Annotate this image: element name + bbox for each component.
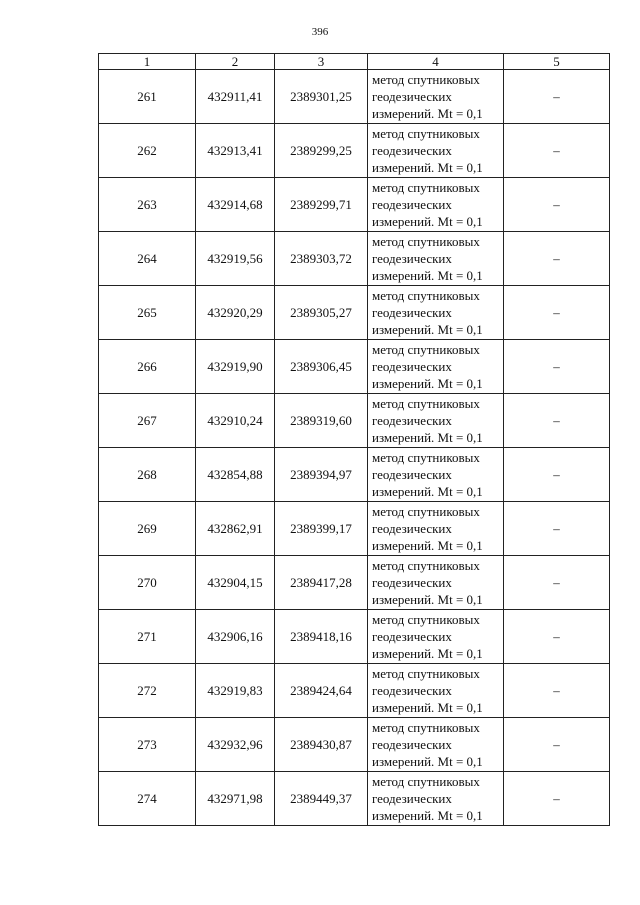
method-line: геодезических (372, 413, 452, 428)
method-line: метод спутниковых (372, 612, 480, 627)
method-cell (368, 286, 504, 340)
method-line: геодезических (372, 143, 452, 158)
method-cell (368, 718, 504, 772)
method-line: измерений. Mt = 0,1 (372, 376, 483, 391)
table-body (99, 70, 610, 826)
coordinate-x-cell: 432906,16 (196, 610, 275, 664)
method-line: метод спутниковых (372, 126, 480, 141)
table-row (99, 502, 610, 556)
coordinate-x-cell: 432920,29 (196, 286, 275, 340)
method-cell (368, 70, 504, 124)
note-cell: – (504, 448, 610, 502)
coordinate-y-cell: 2389299,71 (275, 178, 368, 232)
method-cell (368, 448, 504, 502)
method-cell (368, 124, 504, 178)
note-cell: – (504, 556, 610, 610)
note-cell: – (504, 502, 610, 556)
table-row (99, 718, 610, 772)
method-line: измерений. Mt = 0,1 (372, 106, 483, 121)
coordinate-y-cell: 2389399,17 (275, 502, 368, 556)
point-number-cell: 263 (99, 178, 196, 232)
method-line: измерений. Mt = 0,1 (372, 700, 483, 715)
coordinate-y-cell: 2389303,72 (275, 232, 368, 286)
method-line: геодезических (372, 467, 452, 482)
point-number-cell: 266 (99, 340, 196, 394)
method-line: метод спутниковых (372, 504, 480, 519)
method-line: геодезических (372, 89, 452, 104)
method-line: измерений. Mt = 0,1 (372, 484, 483, 499)
method-line: геодезических (372, 251, 452, 266)
coordinates-table (98, 53, 610, 826)
table-row (99, 664, 610, 718)
point-number-cell: 262 (99, 124, 196, 178)
method-line: метод спутниковых (372, 342, 480, 357)
header-col-5: 5 (504, 54, 610, 70)
method-cell (368, 178, 504, 232)
table-row (99, 286, 610, 340)
method-line: метод спутниковых (372, 774, 480, 789)
table-row (99, 340, 610, 394)
header-col-3: 3 (275, 54, 368, 70)
coordinate-y-cell: 2389418,16 (275, 610, 368, 664)
point-number-cell: 267 (99, 394, 196, 448)
method-cell (368, 502, 504, 556)
header-row (99, 54, 610, 70)
method-cell (368, 556, 504, 610)
point-number-cell: 270 (99, 556, 196, 610)
method-line: метод спутниковых (372, 288, 480, 303)
point-number-cell: 271 (99, 610, 196, 664)
method-line: геодезических (372, 359, 452, 374)
coordinate-x-cell: 432913,41 (196, 124, 275, 178)
table-row (99, 556, 610, 610)
method-line: метод спутниковых (372, 396, 480, 411)
point-number-cell: 274 (99, 772, 196, 826)
method-line: измерений. Mt = 0,1 (372, 214, 483, 229)
table-row (99, 448, 610, 502)
method-line: метод спутниковых (372, 234, 480, 249)
header-col-2: 2 (196, 54, 275, 70)
table-row (99, 70, 610, 124)
method-line: измерений. Mt = 0,1 (372, 268, 483, 283)
method-line: метод спутниковых (372, 666, 480, 681)
method-line: метод спутниковых (372, 450, 480, 465)
note-cell: – (504, 124, 610, 178)
coordinate-y-cell: 2389305,27 (275, 286, 368, 340)
method-line: измерений. Mt = 0,1 (372, 538, 483, 553)
table-row (99, 232, 610, 286)
coordinate-x-cell: 432919,56 (196, 232, 275, 286)
method-cell (368, 232, 504, 286)
coordinate-x-cell: 432914,68 (196, 178, 275, 232)
method-cell (368, 610, 504, 664)
coordinate-x-cell: 432904,15 (196, 556, 275, 610)
table-row (99, 610, 610, 664)
method-line: метод спутниковых (372, 558, 480, 573)
method-line: метод спутниковых (372, 72, 480, 87)
table-row (99, 772, 610, 826)
method-line: измерений. Mt = 0,1 (372, 808, 483, 823)
method-cell (368, 394, 504, 448)
point-number-cell: 261 (99, 70, 196, 124)
table-row (99, 394, 610, 448)
point-number-cell: 273 (99, 718, 196, 772)
coordinate-y-cell: 2389301,25 (275, 70, 368, 124)
method-line: измерений. Mt = 0,1 (372, 430, 483, 445)
method-line: геодезических (372, 791, 452, 806)
method-line: геодезических (372, 575, 452, 590)
method-line: геодезических (372, 737, 452, 752)
page-number: 396 (311, 26, 329, 38)
method-line: измерений. Mt = 0,1 (372, 592, 483, 607)
note-cell: – (504, 70, 610, 124)
coordinate-y-cell: 2389417,28 (275, 556, 368, 610)
method-line: измерений. Mt = 0,1 (372, 754, 483, 769)
method-line: измерений. Mt = 0,1 (372, 160, 483, 175)
note-cell: – (504, 664, 610, 718)
coordinate-x-cell: 432919,90 (196, 340, 275, 394)
table-row (99, 178, 610, 232)
note-cell: – (504, 718, 610, 772)
method-line: метод спутниковых (372, 720, 480, 735)
method-line: геодезических (372, 683, 452, 698)
coordinate-x-cell: 432911,41 (196, 70, 275, 124)
method-line: геодезических (372, 305, 452, 320)
coordinate-y-cell: 2389306,45 (275, 340, 368, 394)
method-line: геодезических (372, 629, 452, 644)
coordinate-y-cell: 2389430,87 (275, 718, 368, 772)
table-row (99, 124, 610, 178)
point-number-cell: 265 (99, 286, 196, 340)
note-cell: – (504, 340, 610, 394)
coordinate-y-cell: 2389394,97 (275, 448, 368, 502)
coordinate-x-cell: 432971,98 (196, 772, 275, 826)
point-number-cell: 268 (99, 448, 196, 502)
coordinate-x-cell: 432854,88 (196, 448, 275, 502)
note-cell: – (504, 232, 610, 286)
point-number-cell: 272 (99, 664, 196, 718)
coordinate-x-cell: 432910,24 (196, 394, 275, 448)
point-number-cell: 264 (99, 232, 196, 286)
coordinate-y-cell: 2389319,60 (275, 394, 368, 448)
method-cell (368, 772, 504, 826)
coordinate-x-cell: 432862,91 (196, 502, 275, 556)
note-cell: – (504, 286, 610, 340)
note-cell: – (504, 394, 610, 448)
method-cell (368, 340, 504, 394)
method-line: геодезических (372, 197, 452, 212)
method-cell (368, 664, 504, 718)
note-cell: – (504, 610, 610, 664)
header-col-1: 1 (99, 54, 196, 70)
method-line: метод спутниковых (372, 180, 480, 195)
method-line: геодезических (372, 521, 452, 536)
coordinate-y-cell: 2389424,64 (275, 664, 368, 718)
method-line: измерений. Mt = 0,1 (372, 646, 483, 661)
coordinate-y-cell: 2389449,37 (275, 772, 368, 826)
point-number-cell: 269 (99, 502, 196, 556)
coordinate-x-cell: 432932,96 (196, 718, 275, 772)
coordinate-y-cell: 2389299,25 (275, 124, 368, 178)
note-cell: – (504, 772, 610, 826)
coordinate-x-cell: 432919,83 (196, 664, 275, 718)
header-col-4: 4 (368, 54, 504, 70)
note-cell: – (504, 178, 610, 232)
method-line: измерений. Mt = 0,1 (372, 322, 483, 337)
